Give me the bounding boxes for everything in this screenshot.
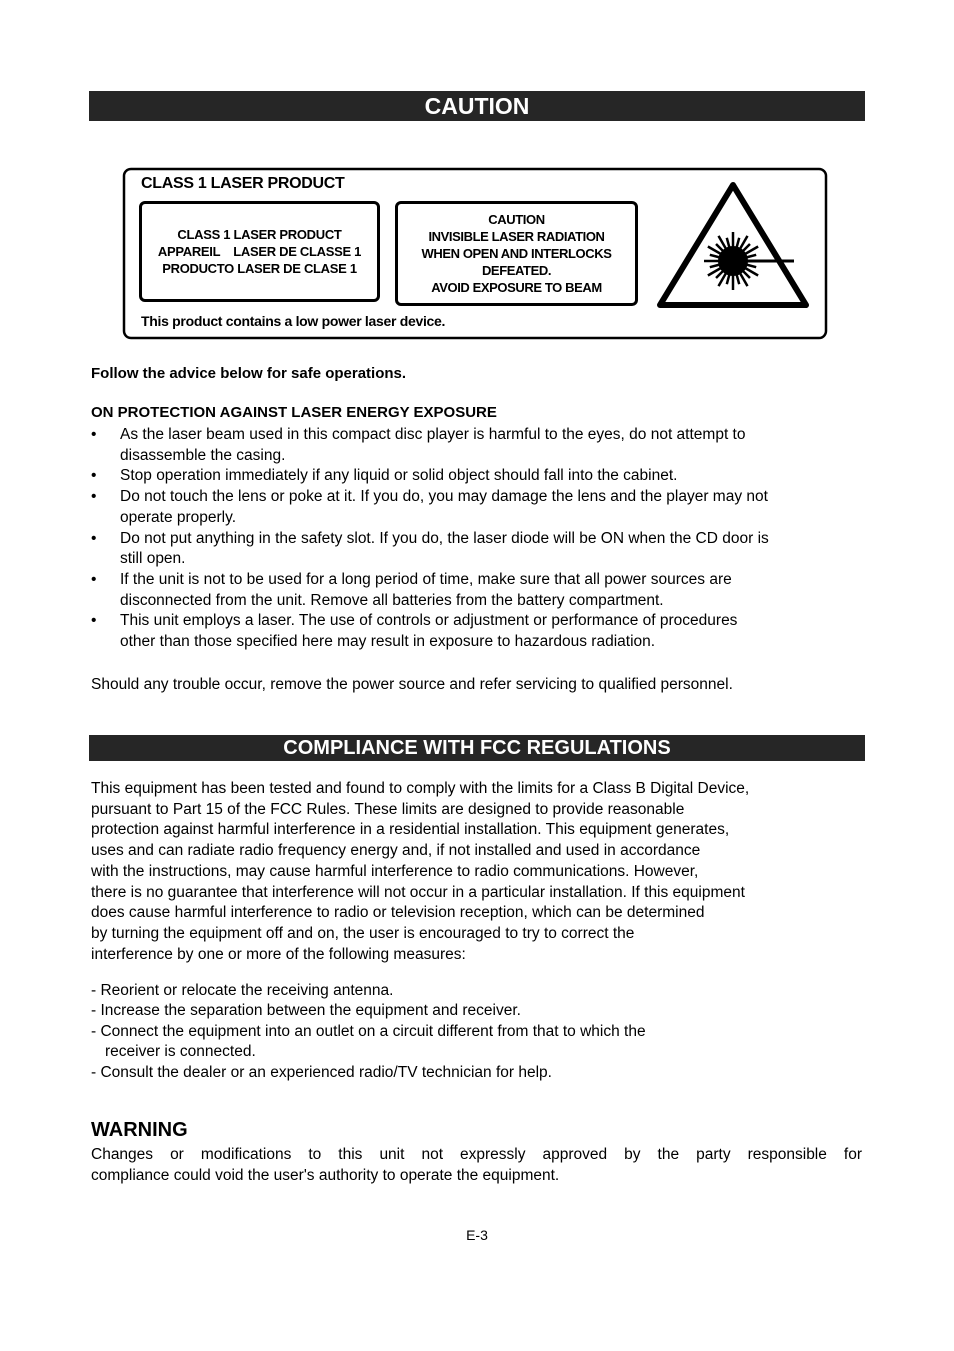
bullet-glyph: • (91, 426, 97, 443)
warning-paragraph (91, 1145, 862, 1186)
label-footer: This product contains a low power laser device. (141, 313, 446, 329)
list-item-line: - Increase the separation between the equipment and receiver. (91, 1002, 521, 1020)
paragraph-line: by turning the equipment off and on, the user is encouraged to try to correct the (91, 924, 635, 942)
bullet-glyph: • (91, 529, 97, 547)
laser-hazard-icon (656, 177, 810, 309)
list-item-line: disconnected from the unit. Remove all batteries from the battery compartment. (120, 591, 664, 609)
laser-safety-list (91, 425, 871, 653)
list-item-line: This unit employs a laser. The use of controls or adjustment or performance of procedures (120, 612, 738, 630)
bullet-glyph: • (91, 488, 97, 506)
list-item-line: operate properly. (120, 508, 237, 526)
paragraph-line: does cause harmful interference to radio or television reception, which can be determined (91, 904, 705, 922)
list-item (91, 529, 871, 570)
class-1-line: APPAREIL LASER DE CLASSE 1 (157, 244, 362, 259)
page-number: E-3 (466, 1227, 488, 1243)
list-item-line: disassemble the casing. (120, 446, 286, 464)
paragraph-line: with the instructions, may cause harmful interference to radio communications. However, (91, 862, 699, 880)
caution-heading: CAUTION (89, 91, 865, 121)
radiation-caution-line: INVISIBLE LASER RADIATION (428, 229, 605, 244)
laser-warning-label (122, 167, 828, 340)
class-1-line: PRODUCTO LASER DE CLASE 1 (162, 261, 357, 276)
laser-protection-heading: ON PROTECTION AGAINST LASER ENERGY EXPOSURE (91, 404, 497, 421)
label-title: CLASS 1 LASER PRODUCT (141, 175, 345, 192)
list-item (91, 611, 871, 652)
fcc-heading: COMPLIANCE WITH FCC REGULATIONS (89, 735, 865, 761)
bullet-glyph: • (91, 612, 97, 630)
paragraph-line: pursuant to Part 15 of the FCC Rules. These limits are designed to provide reasonable (91, 800, 685, 818)
radiation-caution-line: AVOID EXPOSURE TO BEAM (431, 280, 602, 295)
list-item-line: Do not touch the lens or poke at it. If you do, you may damage the lens and the player may not (120, 488, 768, 506)
list-item (91, 487, 871, 528)
list-item-line: receiver is connected. (105, 1043, 256, 1061)
class-1-box (139, 201, 380, 302)
list-item (91, 981, 646, 1001)
list-item-line: If the unit is not to be used for a long period of time, make sure that all power sources are (120, 570, 732, 588)
list-item (91, 425, 871, 466)
list-item-line: Do not put anything in the safety slot. If you do, the laser diode will be ON when the CD door is (120, 529, 769, 547)
list-item-line: still open. (120, 550, 186, 568)
list-item (91, 1022, 646, 1063)
list-item-line: - Reorient or relocate the receiving antenna. (91, 982, 394, 999)
bullet-glyph: • (91, 467, 97, 485)
paragraph-line: interference by one or more of the following measures: (91, 945, 466, 963)
paragraph-line: protection against harmful interference in a residential installation. This equipment generates, (91, 821, 730, 839)
list-item-line: - Consult the dealer or an experienced radio/TV technician for help. (91, 1063, 552, 1081)
fcc-paragraph (91, 779, 861, 965)
fcc-measures-list (91, 981, 646, 1083)
list-item-line: - Connect the equipment into an outlet on a circuit different from that to which the (91, 1022, 646, 1040)
list-item-line: Stop operation immediately if any liquid or solid object should fall into the cabinet. (120, 467, 678, 485)
list-item (91, 466, 871, 487)
radiation-caution-line: CAUTION (488, 212, 545, 227)
paragraph-line: compliance could void the user's authority to operate the equipment. (91, 1166, 560, 1184)
paragraph-line: there is no guarantee that interference will not occur in a particular installation. If this equipment (91, 883, 745, 901)
list-item (91, 1001, 646, 1021)
list-item-line: other than those specified here may result in exposure to hazardous radiation. (120, 633, 656, 651)
list-item-line: As the laser beam used in this compact disc player is harmful to the eyes, do not attempt to (120, 426, 746, 443)
trouble-note: Should any trouble occur, remove the power source and refer servicing to qualified personnel. (91, 676, 733, 693)
radiation-caution-line: DEFEATED. (481, 263, 552, 278)
safety-advice-intro: Follow the advice below for safe operations. (91, 365, 407, 382)
class-1-line: CLASS 1 LASER PRODUCT (177, 227, 342, 242)
paragraph-line: uses and can radiate radio frequency energy and, if not installed and used in accordance (91, 842, 701, 860)
radiation-caution-line: WHEN OPEN AND INTERLOCKS (421, 246, 612, 261)
list-item (91, 570, 871, 611)
radiation-caution-box (395, 201, 638, 306)
paragraph-line: Changes or modifications to this unit not expressly approved by the party responsible for (91, 1146, 862, 1163)
bullet-glyph: • (91, 570, 97, 588)
paragraph-line: This equipment has been tested and found to comply with the limits for a Class B Digital Device, (91, 780, 750, 797)
list-item (91, 1063, 646, 1083)
warning-heading: WARNING (91, 1119, 188, 1141)
